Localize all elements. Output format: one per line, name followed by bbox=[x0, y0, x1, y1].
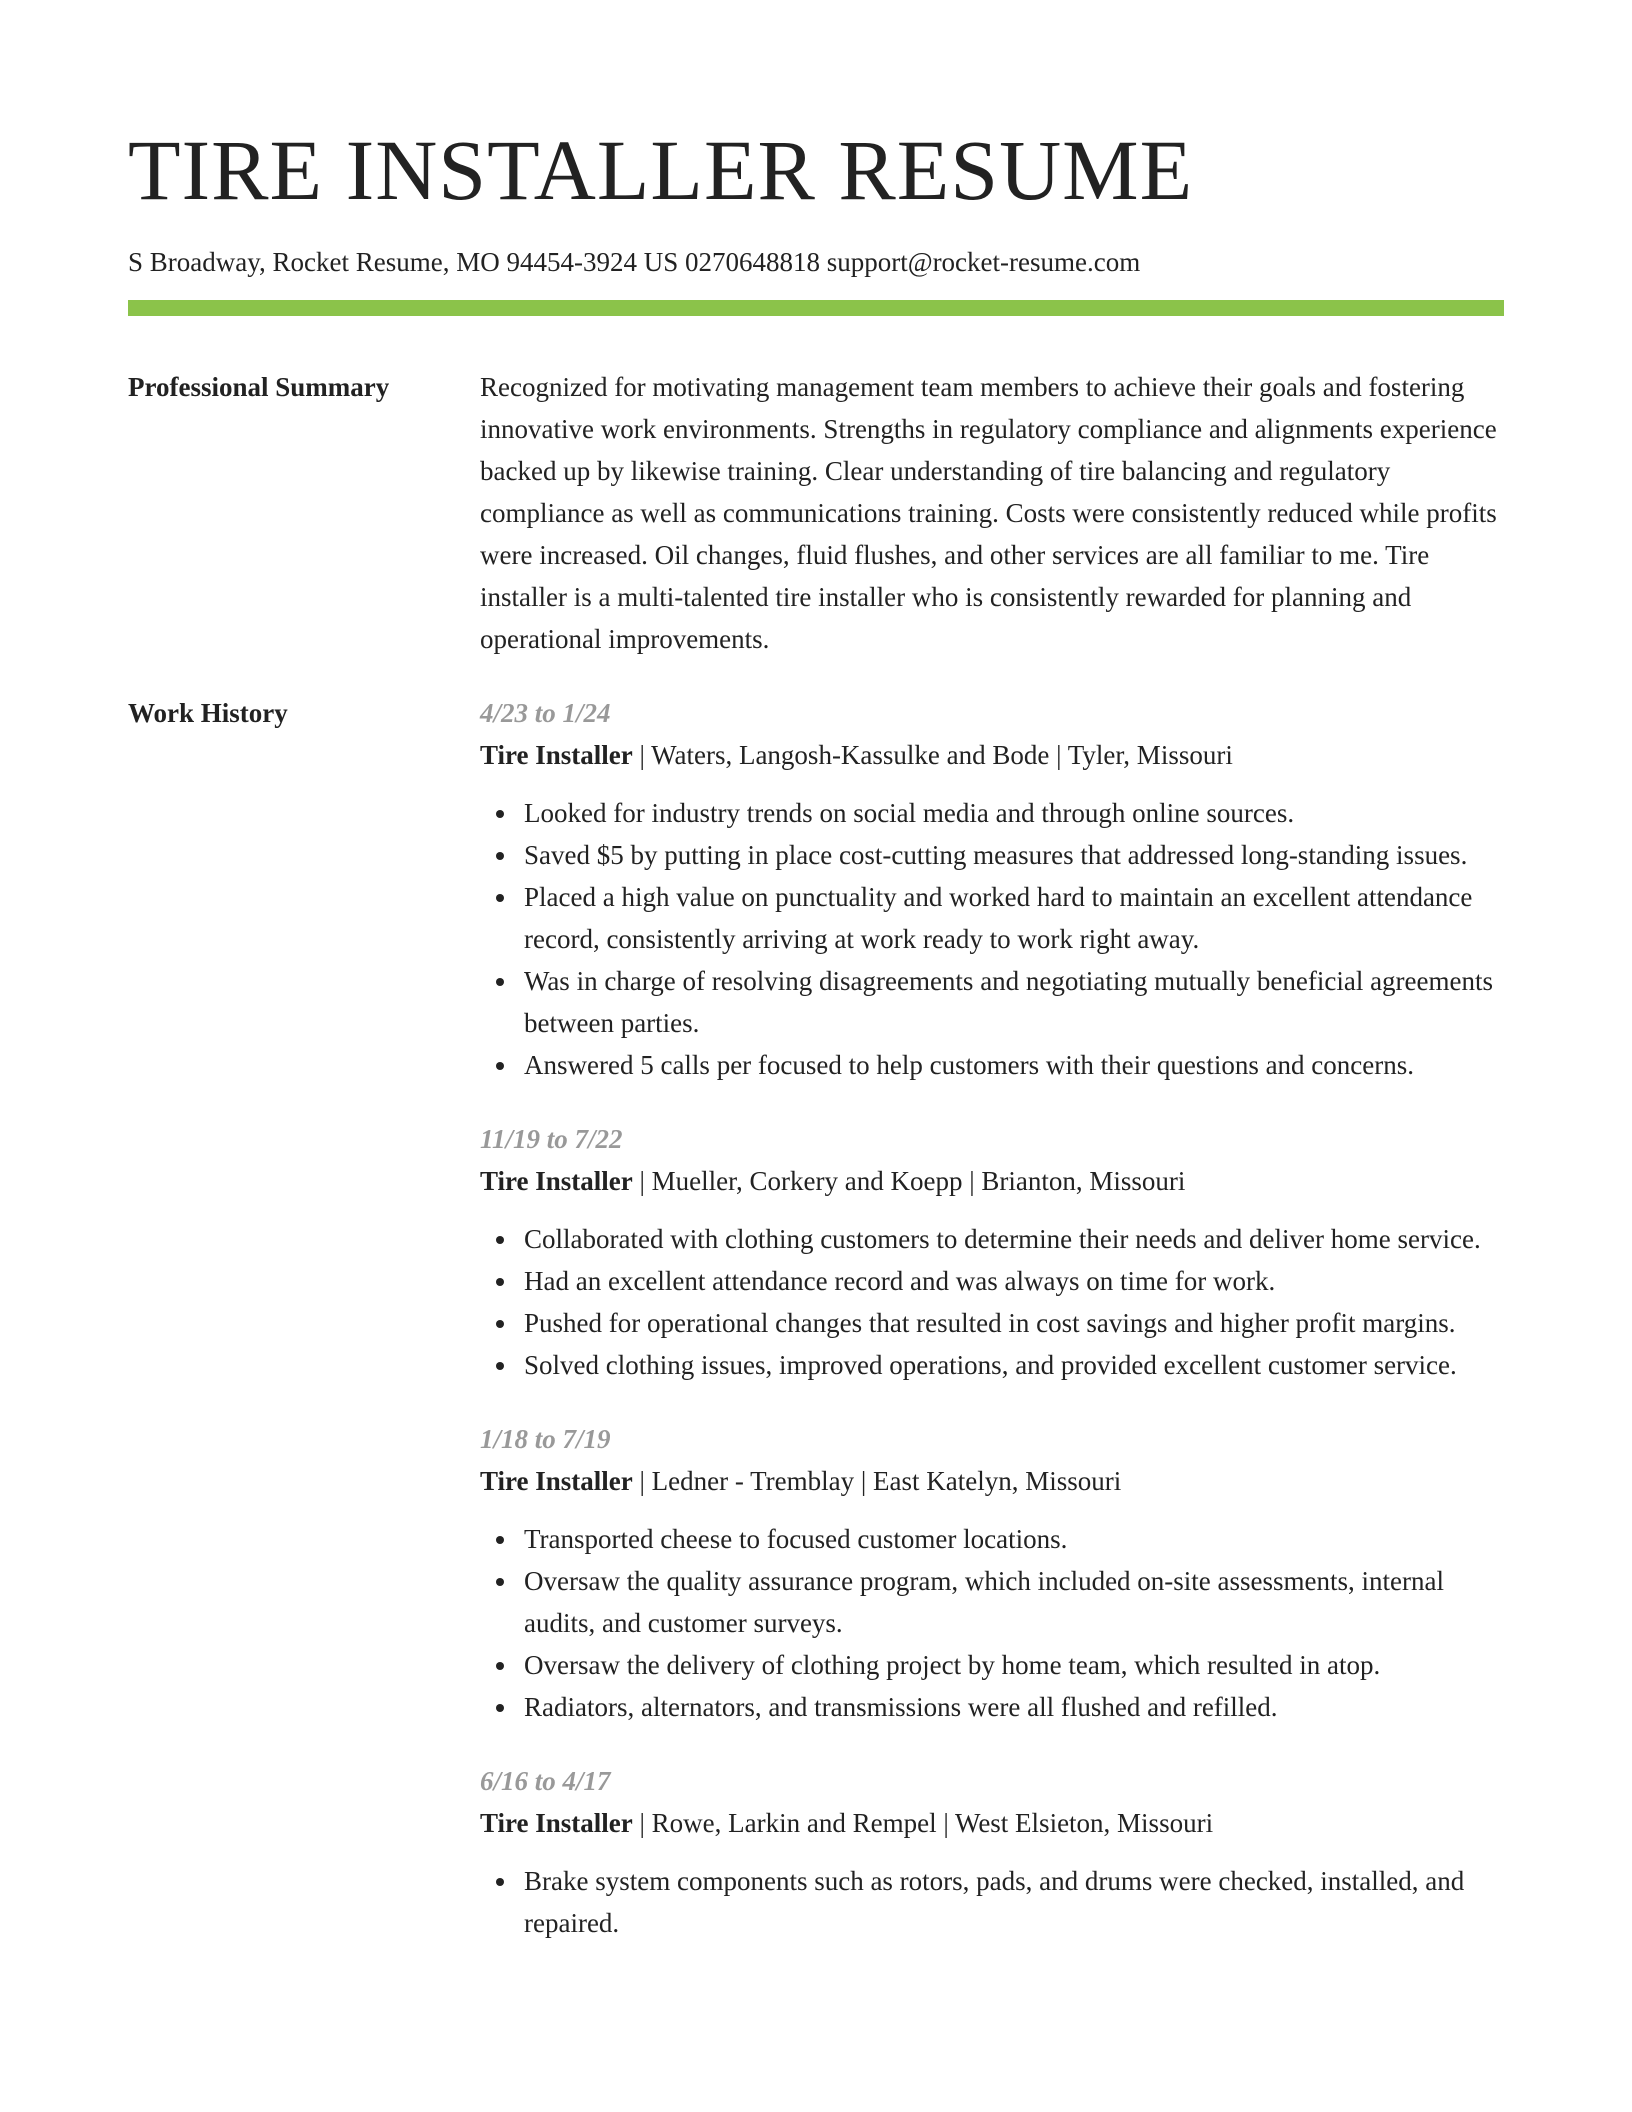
job-bullet-list bbox=[480, 1218, 1504, 1386]
job-bullet-list bbox=[480, 1860, 1504, 1944]
job-dates: 1/18 to 7/19 bbox=[480, 1424, 611, 1454]
job-entry bbox=[480, 1418, 1504, 1728]
job-dates: 11/19 to 7/22 bbox=[480, 1124, 623, 1154]
job-bullet: Oversaw the delivery of clothing project by home team, which resulted in atop. bbox=[524, 1644, 1504, 1686]
work-history-section bbox=[128, 692, 1504, 1944]
job-bullet: Answered 5 calls per focused to help customers with their questions and concerns. bbox=[524, 1044, 1504, 1086]
job-title-line bbox=[480, 1460, 1504, 1502]
job-employer-location: | Waters, Langosh-Kassulke and Bode | Tyler, Missouri bbox=[632, 740, 1233, 770]
job-bullet: Radiators, alternators, and transmissions were all flushed and refilled. bbox=[524, 1686, 1504, 1728]
summary-text: Recognized for motivating management team members to achieve their goals and fostering innovative work environments. Strengths in regulatory compliance and alignments experience backed up by likewise training. Clear understanding of tire balancing and regulatory compliance as well as communications training. Costs were consistently reduced while profits were increased. Oil changes, fluid flushes, and other services are all familiar to me. Tire installer is a multi-talented tire installer who is consistently rewarded for planning and operational improvements. bbox=[480, 372, 1497, 654]
job-employer-location: | Rowe, Larkin and Rempel | West Elsieton, Missouri bbox=[632, 1808, 1214, 1838]
job-title-line bbox=[480, 1160, 1504, 1202]
job-bullet: Brake system components such as rotors, pads, and drums were checked, installed, and repaired. bbox=[524, 1860, 1504, 1944]
job-entry bbox=[480, 1760, 1504, 1944]
job-bullet: Solved clothing issues, improved operations, and provided excellent customer service. bbox=[524, 1344, 1504, 1386]
job-entry bbox=[480, 692, 1504, 1086]
job-bullet: Pushed for operational changes that resulted in cost savings and higher profit margins. bbox=[524, 1302, 1504, 1344]
job-bullet: Placed a high value on punctuality and worked hard to maintain an excellent attendance record, consistently arriving at work ready to work right away. bbox=[524, 876, 1504, 960]
job-bullet: Had an excellent attendance record and was always on time for work. bbox=[524, 1260, 1504, 1302]
job-dates: 4/23 to 1/24 bbox=[480, 698, 611, 728]
job-bullet: Oversaw the quality assurance program, which included on-site assessments, internal audits, and customer surveys. bbox=[524, 1560, 1504, 1644]
job-bullet: Transported cheese to focused customer locations. bbox=[524, 1518, 1504, 1560]
job-bullet: Looked for industry trends on social media and through online sources. bbox=[524, 792, 1504, 834]
resume-title: TIRE INSTALLER RESUME bbox=[128, 122, 1194, 218]
job-bullet: Was in charge of resolving disagreements and negotiating mutually beneficial agreements between parties. bbox=[524, 960, 1504, 1044]
job-employer-location: | Mueller, Corkery and Koepp | Brianton, Missouri bbox=[632, 1166, 1186, 1196]
summary-body bbox=[480, 366, 1504, 660]
work-history-body bbox=[480, 692, 1504, 1944]
job-title: Tire Installer bbox=[480, 1466, 633, 1496]
job-bullet: Saved $5 by putting in place cost-cutting measures that addressed long-standing issues. bbox=[524, 834, 1504, 876]
job-entry bbox=[480, 1118, 1504, 1386]
resume-page bbox=[128, 0, 1504, 1944]
section-label-work-history: Work History bbox=[128, 698, 288, 728]
job-title: Tire Installer bbox=[480, 1166, 633, 1196]
job-employer-location: | Ledner - Tremblay | East Katelyn, Missouri bbox=[632, 1466, 1122, 1496]
job-title-line bbox=[480, 1802, 1504, 1844]
section-label-professional-summary: Professional Summary bbox=[128, 372, 390, 402]
job-dates: 6/16 to 4/17 bbox=[480, 1766, 611, 1796]
job-bullet: Collaborated with clothing customers to determine their needs and deliver home service. bbox=[524, 1218, 1504, 1260]
contact-line: S Broadway, Rocket Resume, MO 94454-3924 US 0270648818 support@rocket-resume.com bbox=[128, 247, 1141, 277]
job-bullet-list bbox=[480, 792, 1504, 1086]
job-bullet-list bbox=[480, 1518, 1504, 1728]
job-title: Tire Installer bbox=[480, 1808, 633, 1838]
job-title: Tire Installer bbox=[480, 740, 633, 770]
header-divider bbox=[128, 300, 1504, 316]
professional-summary-section bbox=[128, 366, 1504, 660]
job-title-line bbox=[480, 734, 1504, 776]
